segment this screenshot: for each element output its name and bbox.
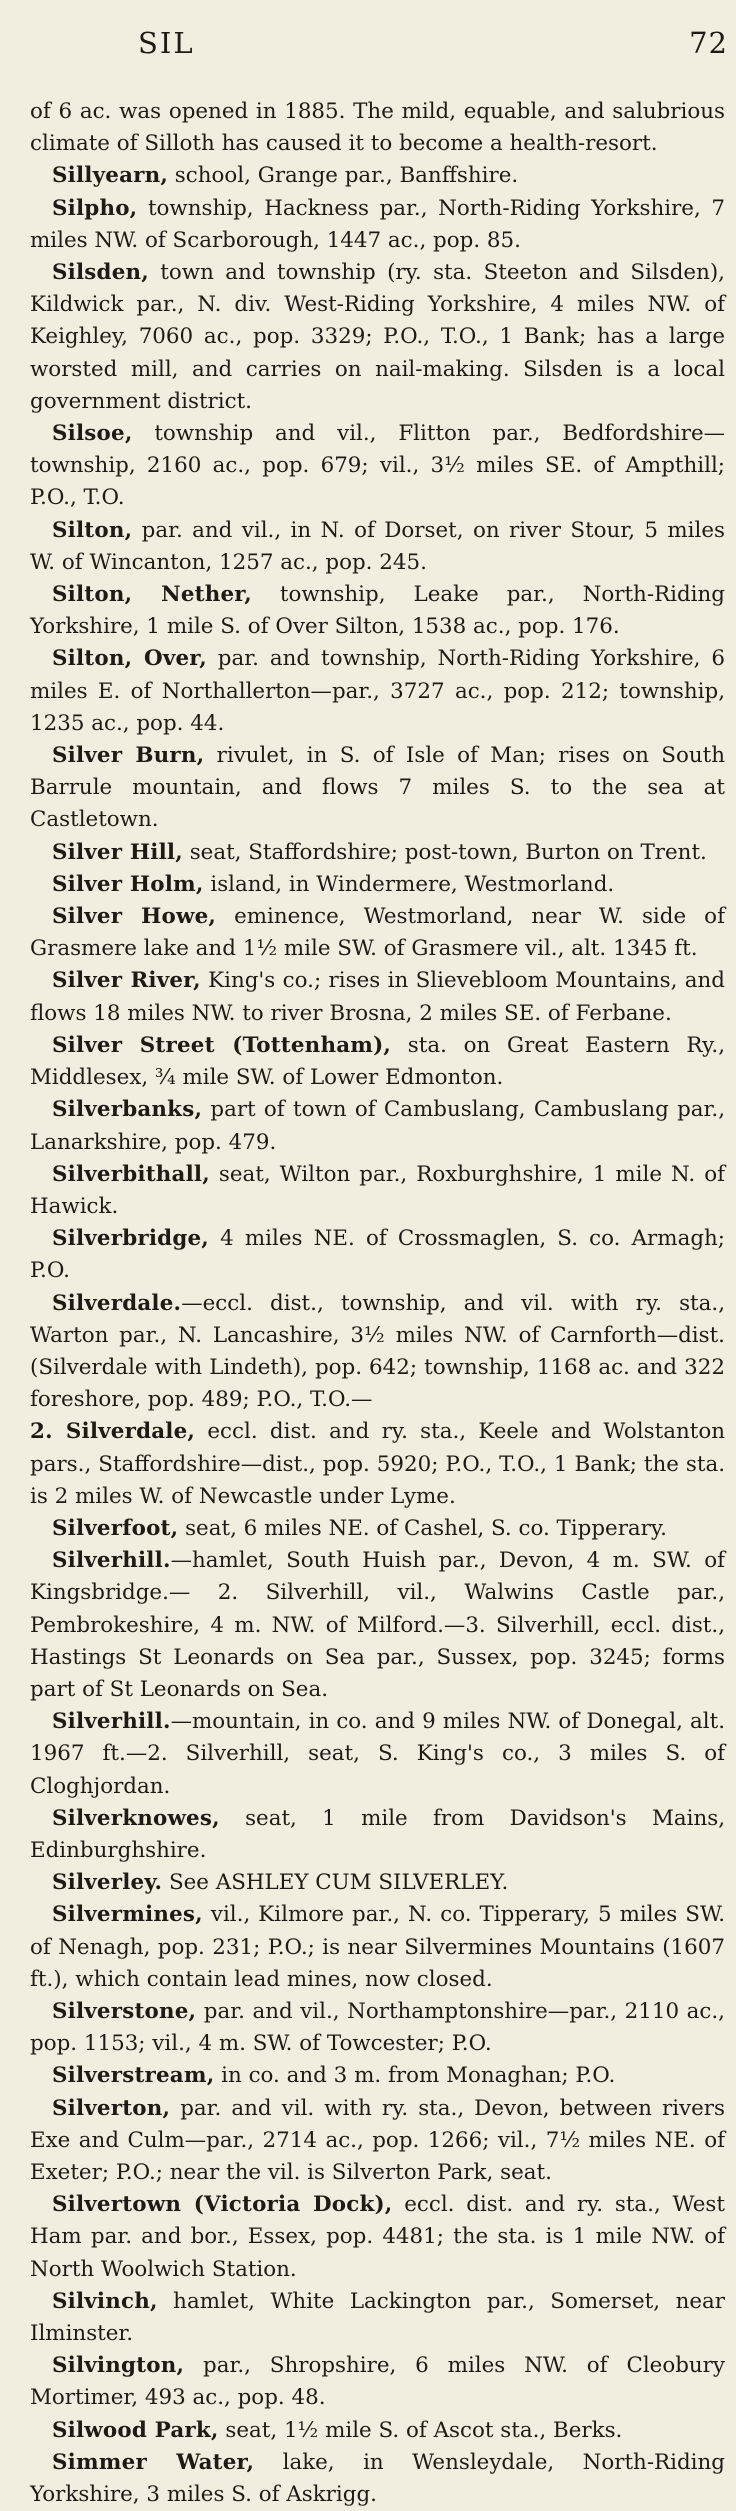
entry-headword: Silverstream, — [52, 2063, 215, 2089]
entry-silverstream — [30, 2060, 725, 2092]
entry-text: sta. on Great Eastern Ry., Middlesex, ¾ mile SW. of Lower Edmonton. — [30, 1032, 725, 1091]
entry-silverfoot — [30, 1513, 725, 1545]
entry-headword: Silvinch, — [52, 2288, 158, 2314]
entry-silverbridge — [30, 1223, 725, 1287]
entry-headword: Silsden, — [52, 260, 149, 286]
entry-headword: Silver Holm, — [52, 871, 204, 897]
entry-text: seat, 1½ mile S. of Ascot sta., Berks. — [218, 2417, 623, 2443]
entry-silver-hill — [30, 837, 725, 869]
entry-silver-holm — [30, 869, 725, 901]
entry-silvinch — [30, 2286, 725, 2350]
entry-text: eminence, Westmorland, near W. side of Grasmere lake and 1½ mile SW. of Grasmere vil., alt. 1345 ft. — [30, 904, 725, 962]
entry-silsden — [30, 257, 725, 418]
entry-text: town and township (ry. sta. Steeton and Silsden), Kildwick par., N. div. West-Riding Yorkshire, 4 miles NW. of Keighley, 7060 ac., pop. 3329; P.O., T.O., 1 Bank; has a large worsted mill, and carries on nail-making. Silsden is a local government district. — [30, 260, 725, 414]
entry-headword: Silton, — [52, 517, 133, 543]
entry-silverstone — [30, 1996, 725, 2060]
entry-headword: Silton, Over, — [52, 646, 207, 672]
entry-text: school, Grange par., Banffshire. — [168, 163, 519, 189]
entry-headword: Silverdale. — [52, 1290, 182, 1316]
entry-headword: Silverley. — [52, 1870, 163, 1896]
entry-text: —hamlet, South Huish par., Devon, 4 m. SW. of Kingsbridge.— 2. Silverhill, vil., Walwins Castle par., Pembrokeshire, 4 m. NW. of Milford.—3. Silverhill, eccl. dist., Hastings St Leonards on Sea par., Sussex, pop. 3245; forms part of St Leonards on Sea. — [30, 1548, 725, 1702]
entry-text: par. and vil. with ry. sta., Devon, between rivers Exe and Culm—par., 2714 ac., pop. 1266; vil., 7½ miles NE. of Exeter; P.O.; near the vil. is Silverton Park, seat. — [30, 2095, 725, 2185]
entry-text: eccl. dist. and ry. sta., West Ham par. and bor., Essex, pop. 4481; the sta. is 1 mile NW. of North Woolwich Station. — [30, 2192, 725, 2282]
entry-text: island, in Windermere, Westmorland. — [203, 871, 615, 897]
entry-text: seat, Wilton par., Roxburghshire, 1 mile N. of Hawick. — [30, 1161, 725, 1219]
entry-simmer-water — [30, 2447, 725, 2511]
entry-silton — [30, 515, 725, 579]
entry-text: eccl. dist. and ry. sta., Keele and Wolstanton pars., Staffordshire—dist., pop. 5920; P.O., T.O., 1 Bank; the sta. is 2 miles W. of Newcastle under Lyme. — [30, 1419, 725, 1509]
entry-silvermines — [30, 1899, 725, 1996]
entry-headword: Silver Burn, — [52, 743, 205, 769]
entry-silverdale — [30, 1288, 725, 1417]
entry-silvertown — [30, 2189, 725, 2286]
entry-silsoe — [30, 418, 725, 515]
entry-headword: Silvington, — [52, 2353, 185, 2379]
entry-headword: Silpho, — [52, 195, 138, 221]
entry-headword: Simmer Water, — [52, 2449, 255, 2475]
entry-text: part of town of Cambuslang, Cambuslang par., Lanarkshire, pop. 479. — [30, 1097, 725, 1155]
entry-silverdale-2 — [30, 1416, 725, 1513]
entry-headword: Sillyearn, — [52, 163, 168, 189]
entry-silver-river — [30, 965, 725, 1029]
entry-sillyearn — [30, 160, 725, 192]
entry-headword: Silverbridge, — [52, 1226, 209, 1252]
entry-text: seat, 6 miles NE. of Cashel, S. co. Tipperary. — [178, 1515, 667, 1541]
entry-silpho — [30, 193, 725, 257]
entry-headword: Silverbanks, — [52, 1097, 203, 1123]
entry-silverhill-hamlet — [30, 1545, 725, 1706]
entry-silver-howe — [30, 901, 725, 965]
entry-headword: Silverstone, — [52, 1998, 197, 2024]
running-head-word: SIL — [138, 26, 195, 60]
entry-silverhill-mountain — [30, 1706, 725, 1803]
entry-silverbanks — [30, 1094, 725, 1158]
entry-silton-over — [30, 643, 725, 740]
entry-text: hamlet, White Lackington par., Somerset, near Ilminster. — [30, 2288, 725, 2347]
entry-text: par. and vil., Northamptonshire—par., 2110 ac., pop. 1153; vil., 4 m. SW. of Towcester; P.O. — [30, 1998, 725, 2057]
entry-text: township and vil., Flitton par., Bedfordshire—township, 2160 ac., pop. 679; vil., 3½ miles SE. of Ampthill; P.O., T.O. — [30, 421, 725, 511]
entry-headword: Silverhill. — [52, 1709, 171, 1735]
entry-headword: Silver Street (Tottenham), — [52, 1032, 392, 1058]
entry-text: rivulet, in S. of Isle of Man; rises on South Barrule mountain, and flows 7 miles S. to the sea at Castletown. — [30, 743, 725, 833]
entry-headword: Silverhill. — [52, 1548, 171, 1574]
entry-headword: Silvertown (Victoria Dock), — [52, 2192, 393, 2218]
entry-headword: Silverton, — [52, 2095, 171, 2121]
entry-text: lake, in Wensleydale, North-Riding Yorkshire, 3 miles S. of Askrigg. — [30, 2449, 725, 2508]
entry-headword: Silverfoot, — [52, 1515, 179, 1541]
entry-continuation — [30, 96, 725, 160]
entry-text: par. and vil., in N. of Dorset, on river Stour, 5 miles W. of Wincanton, 1257 ac., pop. 245. — [30, 517, 725, 575]
entry-text: —eccl. dist., township, and vil. with ry. sta., Warton par., N. Lancashire, 3½ miles NW. of Carnforth—dist. (Silverdale with Lindeth), pop. 642; township, 1168 ac. and 322 foreshore, pop. 489; P.O., T.O.— — [30, 1290, 725, 1413]
entry-silverton — [30, 2093, 725, 2190]
entry-text: in co. and 3 m. from Monaghan; P.O. — [214, 2063, 616, 2089]
entry-headword: Silver River, — [52, 968, 201, 994]
entry-headword: Silwood Park, — [52, 2417, 219, 2443]
entry-silvington — [30, 2350, 725, 2414]
page-number: 72 — [689, 26, 728, 60]
entry-text: —mountain, in co. and 9 miles NW. of Donegal, alt. 1967 ft.—2. Silverhill, seat, S. King's co., 3 miles S. of Cloghjordan. — [30, 1709, 725, 1799]
running-head — [30, 0, 726, 96]
entry-text: township, Leake par., North-Riding Yorkshire, 1 mile S. of Over Silton, 1538 ac., pop. 176. — [30, 582, 725, 640]
entry-headword: Silver Howe, — [52, 904, 217, 930]
entry-silverknowes — [30, 1803, 725, 1867]
entry-text: 4 miles NE. of Crossmaglen, S. co. Armagh; P.O. — [30, 1226, 725, 1284]
entry-headword: Silvermines, — [52, 1902, 203, 1928]
entry-text: township, Hackness par., North-Riding Yorkshire, 7 miles NW. of Scarborough, 1447 ac., pop. 85. — [30, 195, 725, 253]
entry-headword: Silver Hill, — [52, 839, 183, 865]
entry-headword: Silsoe, — [52, 421, 133, 447]
entry-silverley — [30, 1867, 725, 1899]
entry-headword: Silverbithall, — [52, 1161, 210, 1187]
entry-text: par. and township, North-Riding Yorkshire, 6 miles E. of Northallerton—par., 3727 ac., pop. 212; township, 1235 ac., pop. 44. — [30, 646, 725, 736]
entry-silver-street — [30, 1030, 725, 1094]
entry-text: vil., Kilmore par., N. co. Tipperary, 5 miles SW. of Nenagh, pop. 231; P.O.; is near Silvermines Mountains (1607 ft.), which contain lead mines, now closed. — [30, 1902, 725, 1992]
entry-silton-nether — [30, 579, 725, 643]
entry-text: seat, Staffordshire; post-town, Burton on Trent. — [182, 839, 707, 865]
entry-headword: Silton, Nether, — [52, 582, 252, 608]
entry-text: See ASHLEY CUM SILVERLEY. — [162, 1870, 509, 1896]
entry-text: of 6 ac. was opened in 1885. The mild, equable, and salubrious climate of Silloth has caused it to become a health-resort. — [30, 99, 725, 157]
entry-headword: Silverknowes, — [52, 1805, 220, 1831]
entry-list — [30, 96, 725, 2511]
entry-text: seat, 1 mile from Davidson's Mains, Edinburghshire. — [30, 1805, 725, 1863]
entry-silwood-park — [30, 2415, 725, 2447]
entry-silver-burn — [30, 740, 725, 837]
entry-silverbithall — [30, 1159, 725, 1223]
entry-headword: 2. Silverdale, — [30, 1419, 196, 1445]
entry-text: par., Shropshire, 6 miles NW. of Cleobury Mortimer, 493 ac., pop. 48. — [30, 2353, 725, 2411]
entry-text: King's co.; rises in Slievebloom Mountains, and flows 18 miles NW. to river Brosna, 2 miles SE. of Ferbane. — [30, 968, 725, 1026]
